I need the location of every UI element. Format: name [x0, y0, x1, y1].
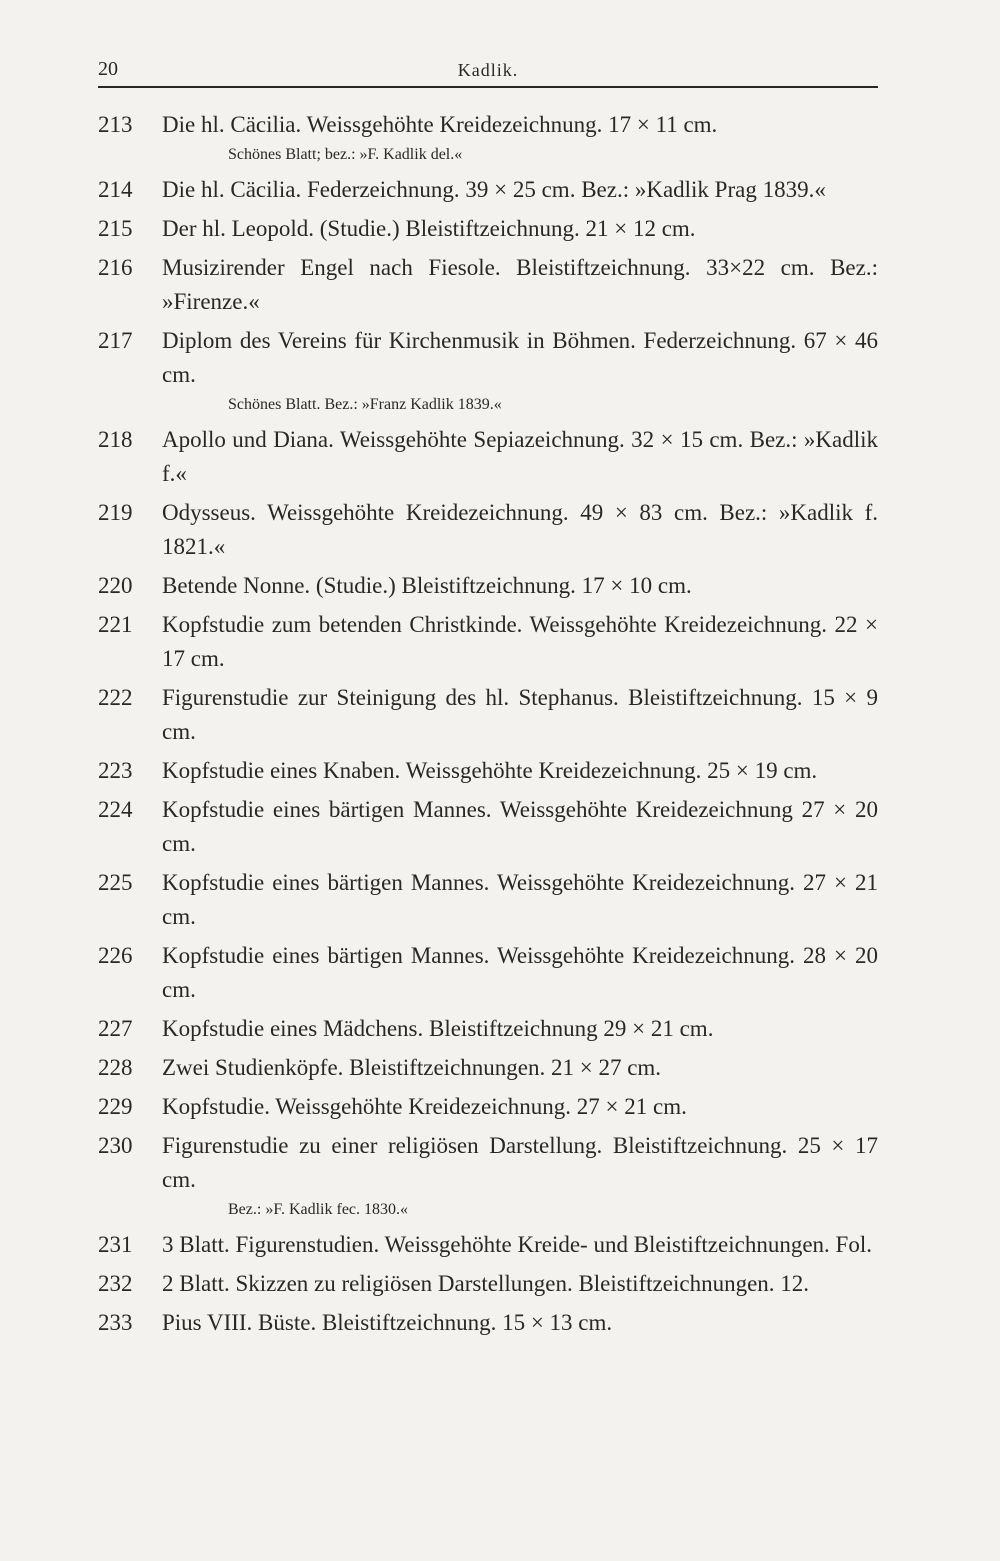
entry-number: 222 [98, 685, 133, 710]
entry-text: Kopfstudie eines Mädchens. Bleistiftzeichnung 29 × 21 cm. [162, 1016, 714, 1041]
entry-number: 226 [98, 943, 133, 968]
catalog-entry [98, 608, 878, 676]
catalog-entry [98, 1051, 878, 1085]
entry-text: Der hl. Leopold. (Studie.) Bleistiftzeichnung. 21 × 12 cm. [162, 216, 696, 241]
catalog-entry [98, 1090, 878, 1124]
entry-text: Diplom des Vereins für Kirchenmusik in Böhmen. Federzeichnung. 67 × 46 cm. [162, 328, 878, 387]
catalog-entry [98, 939, 878, 1007]
catalog-entry [98, 173, 878, 207]
catalog-entry [98, 1267, 878, 1301]
entry-text: Betende Nonne. (Studie.) Bleistiftzeichnung. 17 × 10 cm. [162, 573, 692, 598]
entry-note: Schönes Blatt; bez.: »F. Kadlik del.« [228, 146, 463, 163]
catalog-entry [98, 681, 878, 749]
entry-text: Apollo und Diana. Weissgehöhte Sepiazeichnung. 32 × 15 cm. Bez.: »Kadlik f.« [162, 427, 878, 486]
catalog-entry [98, 324, 878, 418]
entry-text: Kopfstudie zum betenden Christkinde. Weissgehöhte Kreidezeichnung. 22 × 17 cm. [162, 612, 878, 671]
catalog-entry [98, 108, 878, 168]
catalog-entries [98, 108, 878, 1345]
catalog-entry [98, 423, 878, 491]
entry-text: Kopfstudie eines bärtigen Mannes. Weissgehöhte Kreidezeichnung 27 × 20 cm. [162, 797, 878, 856]
catalog-entry [98, 1012, 878, 1046]
entry-number: 227 [98, 1016, 133, 1041]
entry-number: 231 [98, 1232, 133, 1257]
entry-note: Bez.: »F. Kadlik fec. 1830.« [228, 1201, 409, 1218]
entry-number: 225 [98, 870, 133, 895]
entry-text: Zwei Studienköpfe. Bleistiftzeichnungen. 21 × 27 cm. [162, 1055, 662, 1080]
entry-text: Figurenstudie zu einer religiösen Darstellung. Bleistiftzeichnung. 25 × 17 cm. [162, 1133, 878, 1192]
entry-text: Kopfstudie eines bärtigen Mannes. Weissgehöhte Kreidezeichnung. 27 × 21 cm. [162, 870, 878, 929]
entry-text: Musizirender Engel nach Fiesole. Bleistiftzeichnung. 33×22 cm. Bez.: »Firenze.« [162, 255, 878, 314]
entry-number: 221 [98, 612, 133, 637]
entry-text: Odysseus. Weissgehöhte Kreidezeichnung. 49 × 83 cm. Bez.: »Kadlik f. 1821.« [162, 500, 878, 559]
page-number: 20 [98, 58, 118, 80]
catalog-entry [98, 754, 878, 788]
entry-text: Kopfstudie. Weissgehöhte Kreidezeichnung. 27 × 21 cm. [162, 1094, 687, 1119]
entry-number: 230 [98, 1133, 133, 1158]
entry-text: Die hl. Cäcilia. Weissgehöhte Kreidezeichnung. 17 × 11 cm. [162, 112, 718, 137]
entry-text: Figurenstudie zur Steinigung des hl. Stephanus. Bleistiftzeichnung. 15 × 9 cm. [162, 685, 878, 744]
entry-number: 216 [98, 255, 133, 280]
entry-number: 228 [98, 1055, 133, 1080]
entry-note: Schönes Blatt. Bez.: »Franz Kadlik 1839.« [228, 396, 502, 413]
entry-number: 220 [98, 573, 133, 598]
entry-number: 223 [98, 758, 133, 783]
entry-number: 215 [98, 216, 133, 241]
entry-text: Pius VIII. Büste. Bleistiftzeichnung. 15 × 13 cm. [162, 1310, 613, 1335]
running-title: Kadlik. [457, 60, 519, 80]
catalog-entry [98, 1129, 878, 1223]
catalog-entry [98, 496, 878, 564]
catalog-entry [98, 866, 878, 934]
entry-number: 224 [98, 797, 133, 822]
catalog-entry [98, 793, 878, 861]
catalog-entry [98, 1228, 878, 1262]
catalog-entry [98, 569, 878, 603]
entry-number: 229 [98, 1094, 133, 1119]
entry-number: 218 [98, 427, 133, 452]
catalog-entry [98, 1306, 878, 1340]
entry-number: 217 [98, 328, 133, 353]
entry-number: 232 [98, 1271, 133, 1296]
entry-text: 2 Blatt. Skizzen zu religiösen Darstellungen. Bleistiftzeichnungen. 12. [162, 1271, 810, 1296]
entry-number: 219 [98, 500, 133, 525]
entry-number: 213 [98, 112, 133, 137]
entry-number: 233 [98, 1310, 133, 1335]
catalog-entry [98, 212, 878, 246]
catalog-entry [98, 251, 878, 319]
entry-text: Die hl. Cäcilia. Federzeichnung. 39 × 25 cm. Bez.: »Kadlik Prag 1839.« [162, 177, 826, 202]
entry-text: 3 Blatt. Figurenstudien. Weissgehöhte Kreide- und Bleistiftzeichnungen. Fol. [162, 1232, 872, 1257]
entry-text: Kopfstudie eines Knaben. Weissgehöhte Kreidezeichnung. 25 × 19 cm. [162, 758, 818, 783]
page-header [98, 58, 878, 88]
entry-text: Kopfstudie eines bärtigen Mannes. Weissgehöhte Kreidezeichnung. 28 × 20 cm. [162, 943, 878, 1002]
entry-number: 214 [98, 177, 133, 202]
